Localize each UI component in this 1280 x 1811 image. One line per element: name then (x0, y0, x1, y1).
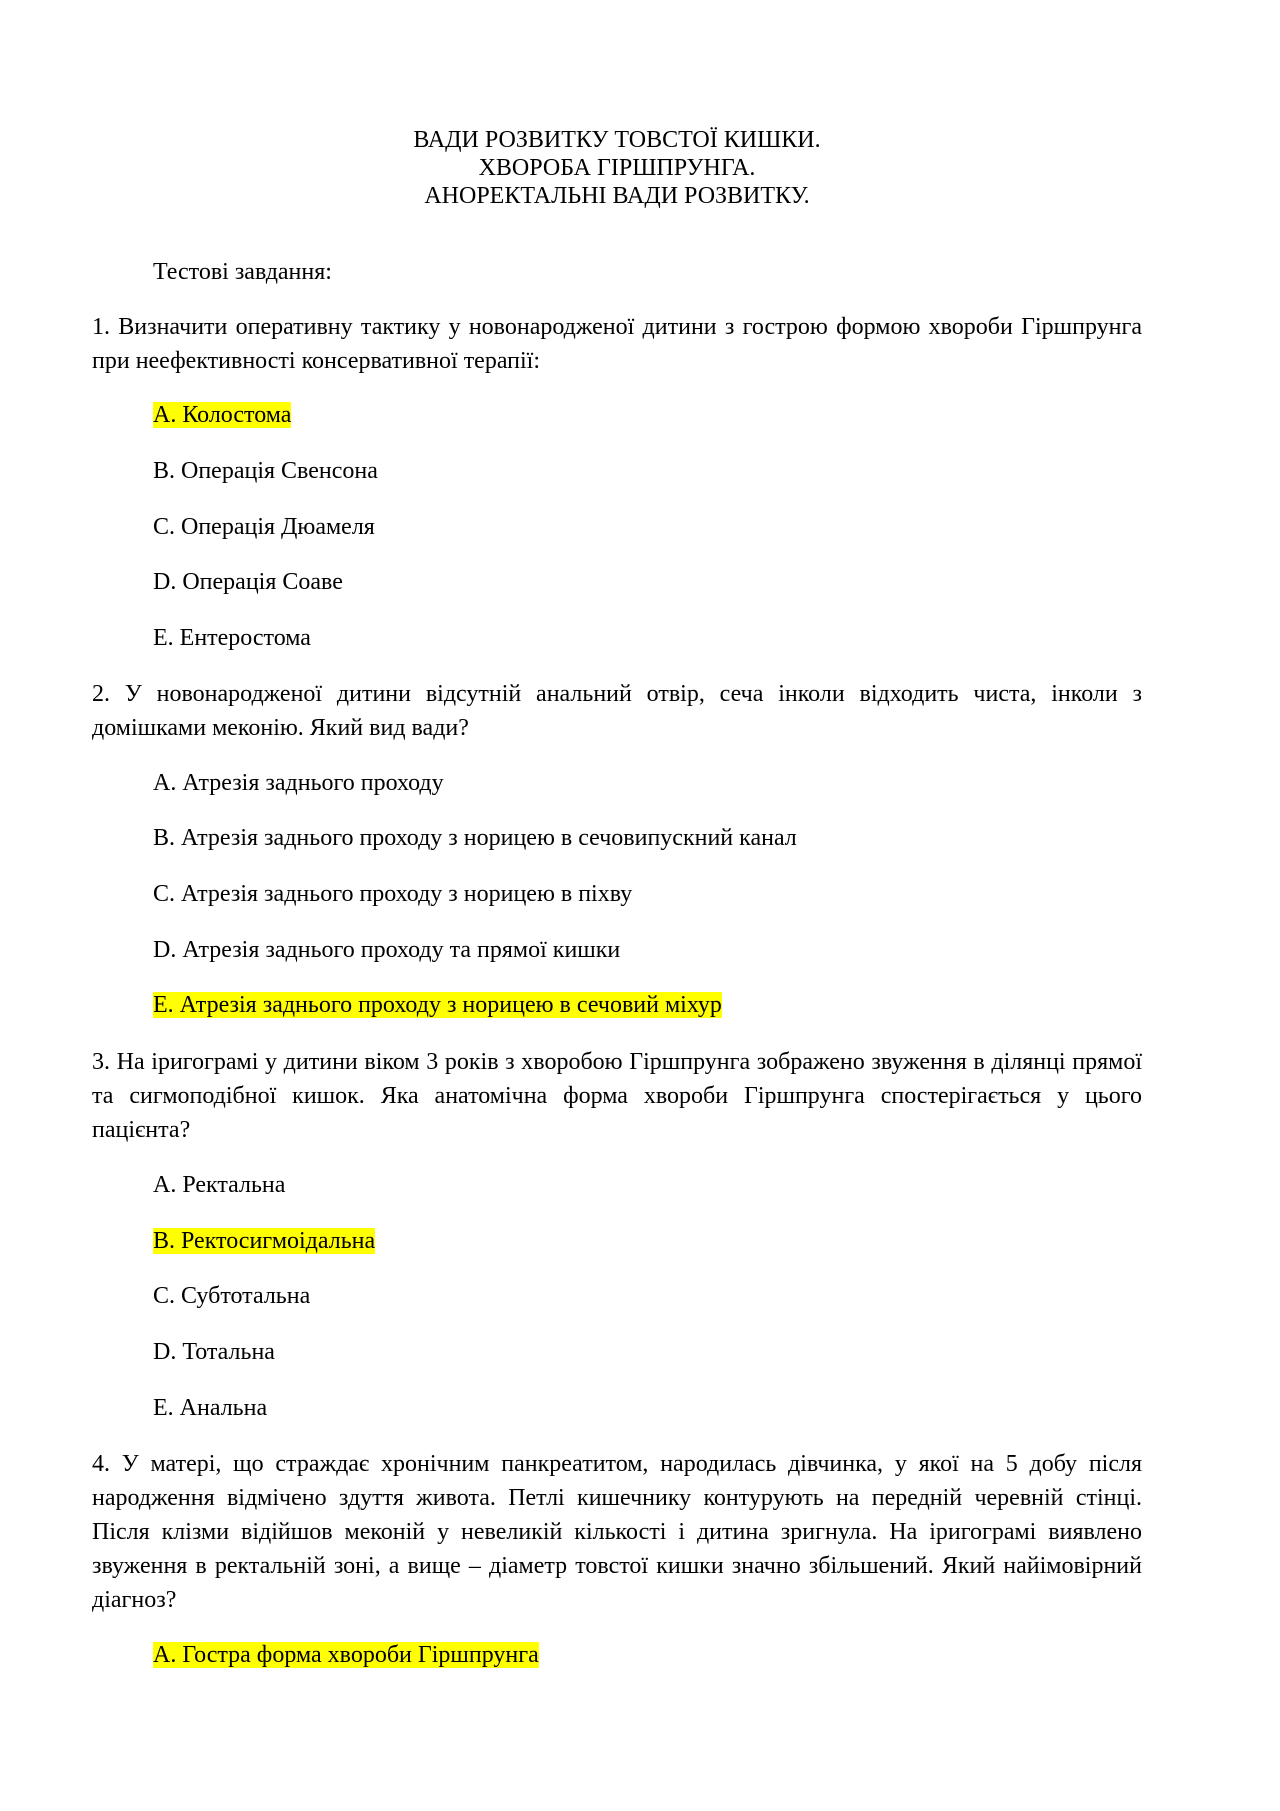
q3-option-b-label: B. Ректосигмоідальна (153, 1228, 376, 1254)
q1-option-e-label: E. Ентеростома (153, 625, 311, 651)
q2-option-b (153, 823, 797, 853)
q2-option-c (153, 879, 632, 909)
q3-option-a-label: A. Ректальна (153, 1172, 286, 1198)
q1-option-c-label: C. Операція Дюамеля (153, 514, 375, 540)
q2-option-d-label: D. Атрезія заднього проходу та прямої кишки (153, 937, 621, 963)
q1-option-c (153, 512, 375, 542)
question-1-text: 1. Визначити оперативну тактику у новонародженої дитини з гострою формою хвороби Гіршпрунга при неефективності консервативної терапії: (92, 314, 1142, 374)
q2-option-d (153, 935, 620, 965)
section-intro: Тестові завдання: (153, 259, 332, 285)
q3-option-c-label: C. Субтотальна (153, 1283, 311, 1309)
q3-option-e-label: E. Анальна (153, 1395, 268, 1421)
q1-option-d-label: D. Операція Соаве (153, 569, 343, 595)
q2-option-a (153, 768, 444, 798)
title-line-1: ВАДИ РОЗВИТКУ ТОВСТОЇ КИШКИ. (413, 127, 821, 153)
q4-option-a (153, 1640, 539, 1670)
q1-option-b-label: B. Операція Свенсона (153, 458, 378, 484)
title-line-3: АНОРЕКТАЛЬНІ ВАДИ РОЗВИТКУ. (424, 183, 810, 209)
q4-option-a-label: A. Гостра форма хвороби Гіршпрунга (153, 1642, 539, 1668)
q3-option-d-label: D. Тотальна (153, 1339, 275, 1365)
question-3-text: 3. На іригограмі у дитини віком 3 років з хворобою Гіршпрунга зображено звуження в ділянці прямої та сигмоподібної кишок. Яка анатомічна форма хвороби Гіршпрунга спостерігається у цього пацієнта? (92, 1049, 1142, 1143)
q1-option-e (153, 623, 311, 653)
q2-option-b-label: B. Атрезія заднього проходу з норицею в сечовипускний канал (153, 825, 797, 851)
q2-option-e-label: E. Атрезія заднього проходу з норицею в сечовий міхур (153, 992, 722, 1018)
q1-option-a-label: A. Колостома (153, 402, 292, 428)
q2-option-c-label: C. Атрезія заднього проходу з норицею в піхву (153, 881, 633, 907)
q3-option-c (153, 1281, 310, 1311)
q3-option-b (153, 1226, 375, 1256)
q3-option-e (153, 1393, 267, 1423)
document-title (92, 126, 1142, 210)
q2-option-a-label: A. Атрезія заднього проходу (153, 770, 444, 796)
question-4-text: 4. У матері, що страждає хронічним панкреатитом, народилась дівчинка, у якої на 5 добу після народження відмічено здуття живота. Петлі кишечнику контурують на передній черевній стінці. Після клізми відійшов меконій у невеликій кількості і дитина зригнула. На іригограмі виявлено звуження в ректальній зоні, а вище – діаметр товстої кишки значно збільшений. Який найімовірний діагноз? (92, 1451, 1142, 1613)
q1-option-a (153, 400, 291, 430)
question-2-text: 2. У новонародженої дитини відсутній анальний отвір, сеча інколи відходить чиста, інколи з домішками меконію. Який вид вади? (92, 681, 1142, 741)
q3-option-d (153, 1337, 275, 1367)
q2-option-e (153, 990, 722, 1020)
q1-option-d (153, 567, 343, 597)
q1-option-b (153, 456, 378, 486)
title-line-2: ХВОРОБА ГІРШПРУНГА. (478, 155, 756, 181)
q3-option-a (153, 1170, 285, 1200)
